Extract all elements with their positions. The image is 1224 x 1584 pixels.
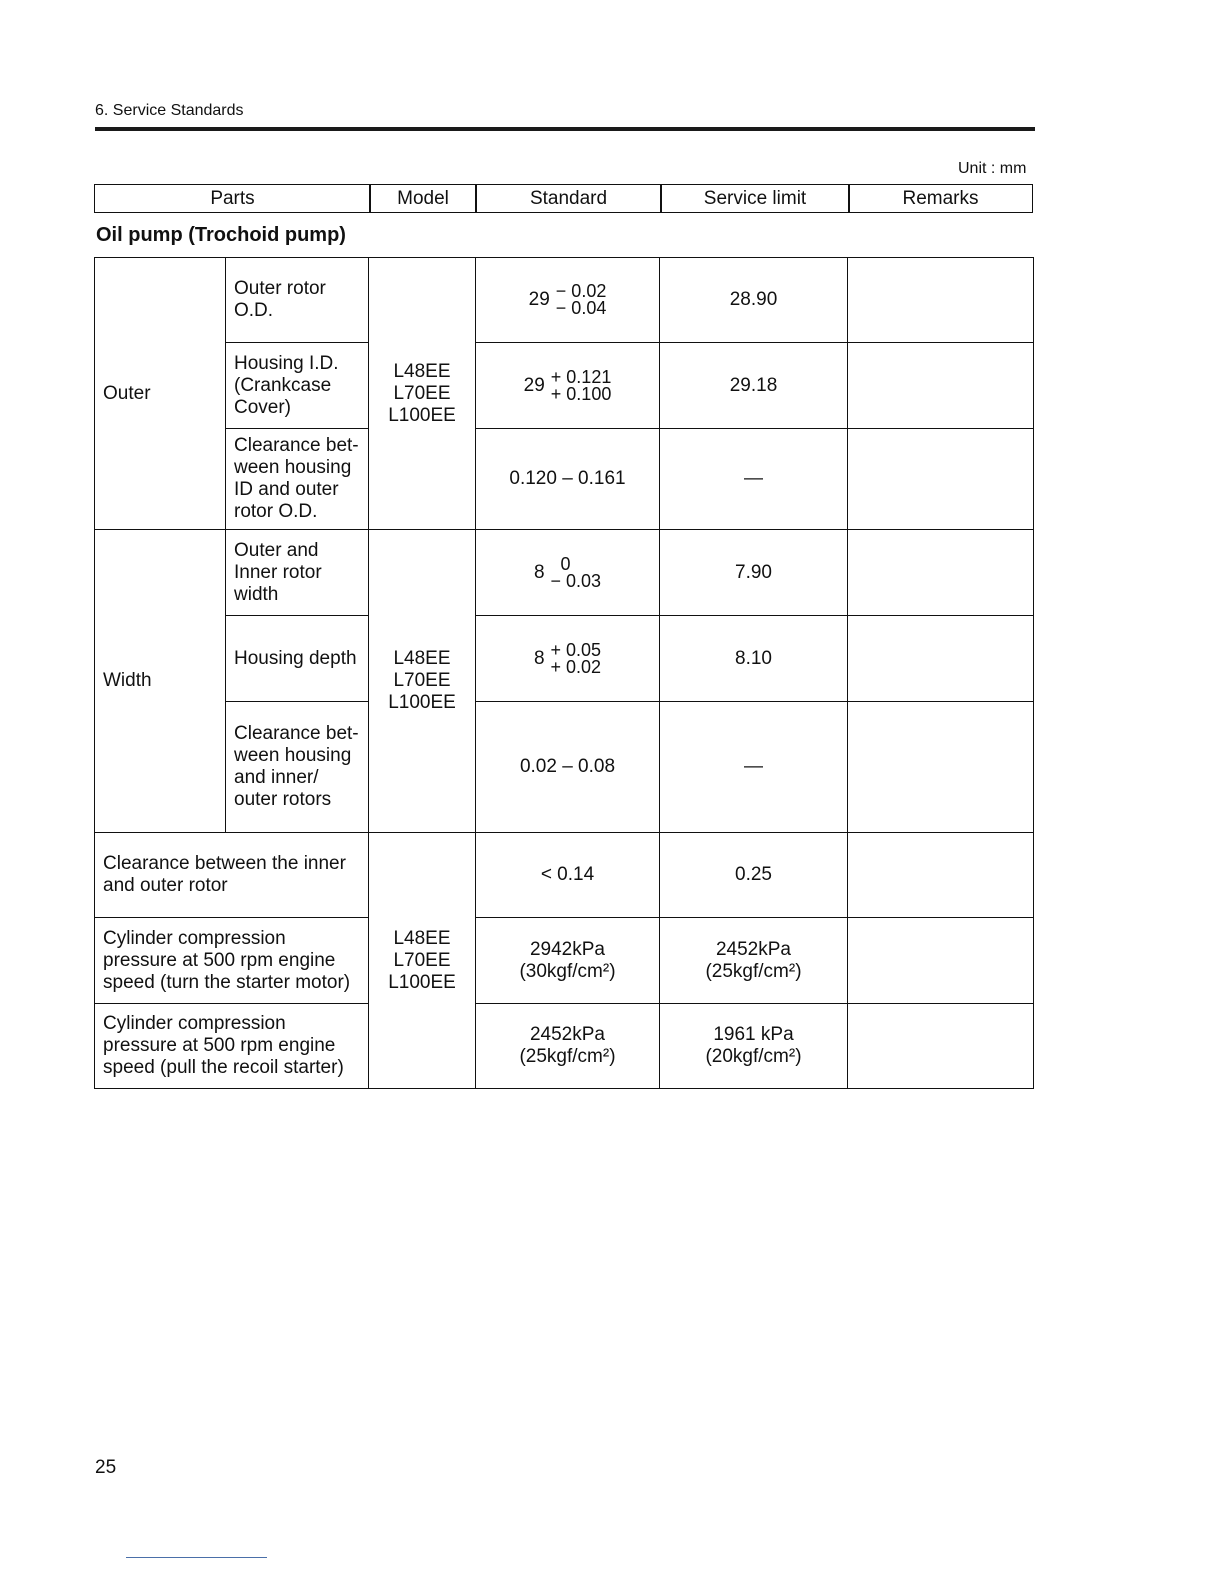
page-number: 25 xyxy=(95,1457,117,1478)
column-header-remarks: Remarks xyxy=(848,184,1033,213)
model-line: L100EE xyxy=(388,971,456,993)
standard-cell xyxy=(476,343,660,429)
part-line: Cylinder compression xyxy=(103,927,286,949)
part-line: pressure at 500 rpm engine xyxy=(103,949,336,971)
part-name xyxy=(95,1004,369,1089)
part-name xyxy=(226,702,369,833)
standard-line: (25kgf/cm²) xyxy=(519,1046,616,1067)
spec-table xyxy=(94,257,1034,1089)
part-line: Outer and xyxy=(234,539,319,561)
column-header-parts: Parts xyxy=(94,184,371,213)
model-cell xyxy=(369,530,476,833)
standard-cell xyxy=(476,1004,660,1089)
table-row xyxy=(95,343,1034,429)
part-name xyxy=(95,833,369,918)
tolerance-lower: − 0.04 xyxy=(555,298,607,318)
part-name xyxy=(226,616,369,702)
standard-cell: 0.02 – 0.08 xyxy=(476,702,660,833)
section-title: Oil pump (Trochoid pump) xyxy=(96,224,346,246)
tolerance-upper: + 0.121 xyxy=(550,366,612,387)
model-line: L100EE xyxy=(388,692,456,713)
standard-cell: < 0.14 xyxy=(476,833,660,918)
part-line: Clearance bet- xyxy=(234,435,359,456)
part-line: outer rotors xyxy=(234,789,332,810)
model-line: L48EE xyxy=(393,927,451,949)
service-limit-cell: 7.90 xyxy=(660,530,848,616)
column-header-service-limit: Service limit xyxy=(660,184,850,213)
service-limit-line: (20kgf/cm²) xyxy=(705,1046,802,1067)
part-name xyxy=(226,343,369,429)
part-line: Cylinder compression xyxy=(103,1013,286,1034)
service-limit-cell: — xyxy=(660,429,848,530)
service-limit-cell: 29.18 xyxy=(660,343,848,429)
table-row xyxy=(95,1004,1034,1089)
part-line: (Crankcase xyxy=(234,374,332,396)
service-limit-line: 1961 kPa xyxy=(713,1024,794,1045)
remarks-cell xyxy=(848,258,1034,343)
service-limit-cell: 28.90 xyxy=(660,258,848,343)
group-label-outer: Outer xyxy=(95,258,226,530)
remarks-cell xyxy=(848,702,1034,833)
standard-cell xyxy=(476,616,660,702)
standard-nominal: 8 xyxy=(533,647,545,669)
part-line: width xyxy=(234,583,279,605)
part-line: and inner/ xyxy=(234,767,319,788)
remarks-cell xyxy=(848,429,1034,530)
part-line: ween housing xyxy=(234,745,352,766)
model-line: L48EE xyxy=(393,648,451,669)
part-line: pressure at 500 rpm engine xyxy=(103,1035,336,1056)
standard-nominal: 8 xyxy=(533,561,545,583)
standard-line: 2452kPa xyxy=(529,1024,605,1045)
tolerance-lower: + 0.100 xyxy=(550,383,612,404)
column-header-model: Model xyxy=(369,184,477,213)
remarks-cell xyxy=(848,616,1034,702)
table-row xyxy=(95,530,1034,616)
standard-nominal: 29 xyxy=(523,374,545,396)
part-line: Housing I.D. xyxy=(234,352,339,374)
standard-cell xyxy=(476,918,660,1004)
table-row xyxy=(95,833,1034,918)
standard-cell xyxy=(476,530,660,616)
tolerance-lower: + 0.02 xyxy=(550,656,602,677)
unit-label: Unit : mm xyxy=(958,160,1027,177)
remarks-cell xyxy=(848,343,1034,429)
model-line: L70EE xyxy=(393,382,451,404)
model-cell xyxy=(369,258,476,530)
part-line: Outer rotor xyxy=(234,278,326,299)
standard-line: (30kgf/cm²) xyxy=(519,960,616,982)
standard-line: 2942kPa xyxy=(529,938,605,960)
part-name xyxy=(226,530,369,616)
service-limit-cell: — xyxy=(660,702,848,833)
footer-rule xyxy=(126,1557,267,1558)
part-line: Clearance bet- xyxy=(234,723,359,744)
model-line: L100EE xyxy=(388,404,456,426)
service-limit-line: (25kgf/cm²) xyxy=(705,960,802,982)
tolerance-upper: 0 xyxy=(560,553,571,574)
service-limit-cell xyxy=(660,1004,848,1089)
remarks-cell xyxy=(848,1004,1034,1089)
header-rule xyxy=(95,127,1035,131)
standard-nominal: 29 xyxy=(528,289,550,310)
page-header-title: 6. Service Standards xyxy=(95,102,244,119)
part-line: Inner rotor xyxy=(234,561,322,583)
model-line: L70EE xyxy=(393,949,451,971)
part-line: Cover) xyxy=(234,396,292,418)
part-name xyxy=(226,258,369,343)
part-line: and outer rotor xyxy=(103,875,228,896)
service-limit-line: 2452kPa xyxy=(715,938,791,960)
table-row xyxy=(95,429,1034,530)
service-limit-cell: 0.25 xyxy=(660,833,848,918)
part-line: O.D. xyxy=(234,300,274,321)
part-line: ween housing xyxy=(234,457,352,478)
part-line: speed (turn the starter motor) xyxy=(103,971,351,993)
part-name xyxy=(95,918,369,1004)
tolerance-upper: + 0.05 xyxy=(550,639,602,660)
part-name xyxy=(226,429,369,530)
table-row xyxy=(95,258,1034,343)
tolerance-upper: − 0.02 xyxy=(555,281,607,301)
model-line: L48EE xyxy=(393,360,451,382)
part-line: ID and outer xyxy=(234,479,339,500)
group-label-width: Width xyxy=(95,530,226,833)
table-row xyxy=(95,616,1034,702)
model-cell xyxy=(369,833,476,1089)
standard-cell xyxy=(476,258,660,343)
table-row xyxy=(95,702,1034,833)
table-row xyxy=(95,918,1034,1004)
standard-cell: 0.120 – 0.161 xyxy=(476,429,660,530)
remarks-cell xyxy=(848,530,1034,616)
column-header-standard: Standard xyxy=(475,184,662,213)
part-line: Housing depth xyxy=(234,647,357,669)
part-line: rotor O.D. xyxy=(234,501,318,522)
service-limit-cell xyxy=(660,918,848,1004)
part-line: Clearance between the inner xyxy=(103,853,346,874)
service-limit-cell: 8.10 xyxy=(660,616,848,702)
part-line: speed (pull the recoil starter) xyxy=(103,1057,344,1078)
tolerance-lower: − 0.03 xyxy=(550,570,602,591)
model-line: L70EE xyxy=(393,670,451,691)
remarks-cell xyxy=(848,833,1034,918)
remarks-cell xyxy=(848,918,1034,1004)
